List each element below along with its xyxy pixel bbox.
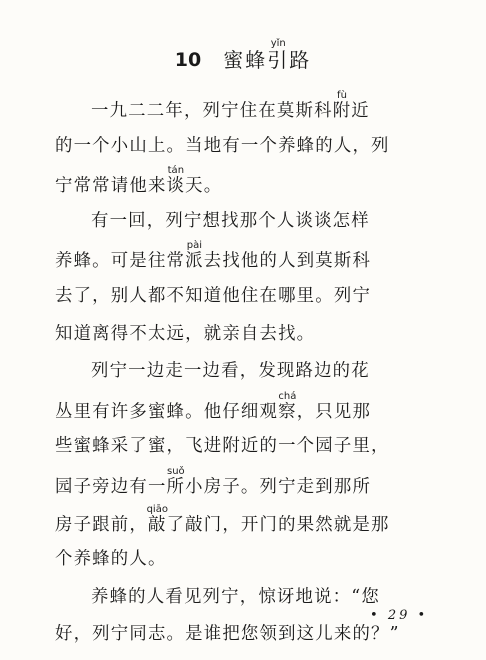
text-line <box>55 203 427 241</box>
ruby-annotated-char <box>166 465 186 497</box>
text-segment: 好，列宁同志。是谁把您领到这儿来的？” <box>55 624 400 645</box>
text-segment: 列宁一边走一边看，发现路边的花 <box>91 361 370 382</box>
ruby-base: 敲 <box>146 514 168 535</box>
text-segment: 有一回，列宁想找那个人谈谈怎样 <box>91 210 370 231</box>
text-segment: 园子旁边有一 <box>55 476 167 497</box>
title-part-2: 路 <box>289 48 312 72</box>
ruby-annotated-char <box>278 390 297 422</box>
lesson-title-text <box>223 38 311 73</box>
pinyin-annotation: tán <box>166 165 186 177</box>
text-line <box>55 504 427 542</box>
ruby-annotated-char <box>332 90 352 121</box>
text-segment: 知道离得不太远，就亲自去找。 <box>55 323 316 344</box>
ruby-base: 察 <box>278 401 297 422</box>
text-segment: 一九二二年，列宁住在莫斯科 <box>91 101 333 121</box>
pinyin-annotation: suǒ <box>166 465 186 477</box>
text-line <box>55 240 427 278</box>
lesson-body <box>55 90 427 654</box>
page-dot-left: • <box>370 608 381 623</box>
ruby-base: 谈 <box>166 176 186 197</box>
pinyin-annotation: qiāo <box>146 503 168 515</box>
text-line <box>55 353 427 391</box>
text-line <box>55 541 427 579</box>
text-segment: 了敲门，开门的果然就是那 <box>166 514 390 535</box>
text-segment: 房子跟前， <box>55 514 148 535</box>
text-segment: 养蜂。可是往常 <box>55 251 186 272</box>
text-segment: 小房子。列宁走到那所 <box>185 476 372 497</box>
lesson-title <box>0 38 486 73</box>
ruby-base: 所 <box>166 476 186 497</box>
title-part-1: 蜜蜂 <box>223 48 268 72</box>
text-segment: 近 <box>351 101 370 121</box>
text-segment: 个养蜂的人。 <box>55 549 167 570</box>
text-line <box>55 165 427 203</box>
text-segment: 丛里有许多蜜蜂。他仔细观 <box>55 401 279 422</box>
text-line <box>55 428 427 466</box>
text-line <box>55 278 427 316</box>
text-segment: 天。 <box>185 176 223 197</box>
text-segment: 的一个小山上。当地有一个养蜂的人，列 <box>55 135 390 156</box>
ruby-base: 附 <box>332 101 352 121</box>
ruby-annotated-char <box>146 503 168 535</box>
text-segment: 些蜜蜂采了蜜，飞进附近的一个园子里， <box>55 436 390 457</box>
pinyin-annotation: fù <box>332 90 352 101</box>
text-segment: ，只见那 <box>296 401 372 422</box>
title-ruby-base: 引 <box>267 48 290 72</box>
ruby-annotated-char <box>166 165 186 197</box>
lesson-number: 10 <box>174 49 202 71</box>
ruby-annotated-char <box>185 240 204 272</box>
text-line <box>55 391 427 429</box>
text-line <box>55 316 427 354</box>
title-pinyin: yǐn <box>267 38 290 49</box>
text-segment: 去了，别人都不知道他住在哪里。列宁 <box>55 285 372 306</box>
text-line <box>55 128 427 166</box>
text-line <box>55 466 427 504</box>
pinyin-annotation: pài <box>185 240 204 252</box>
title-ruby-char <box>267 38 290 72</box>
text-segment: 宁常常请他来 <box>55 176 167 197</box>
page-number-value: 29 <box>387 608 411 623</box>
pinyin-annotation: chá <box>278 390 297 402</box>
ruby-base: 派 <box>185 251 204 272</box>
text-segment: 养蜂的人看见列宁，惊讶地说：“您 <box>91 586 380 607</box>
page-dot-right: • <box>417 608 429 623</box>
text-segment: 去找他的人到莫斯科 <box>203 251 372 272</box>
page-number <box>370 608 428 623</box>
text-line <box>55 90 427 128</box>
